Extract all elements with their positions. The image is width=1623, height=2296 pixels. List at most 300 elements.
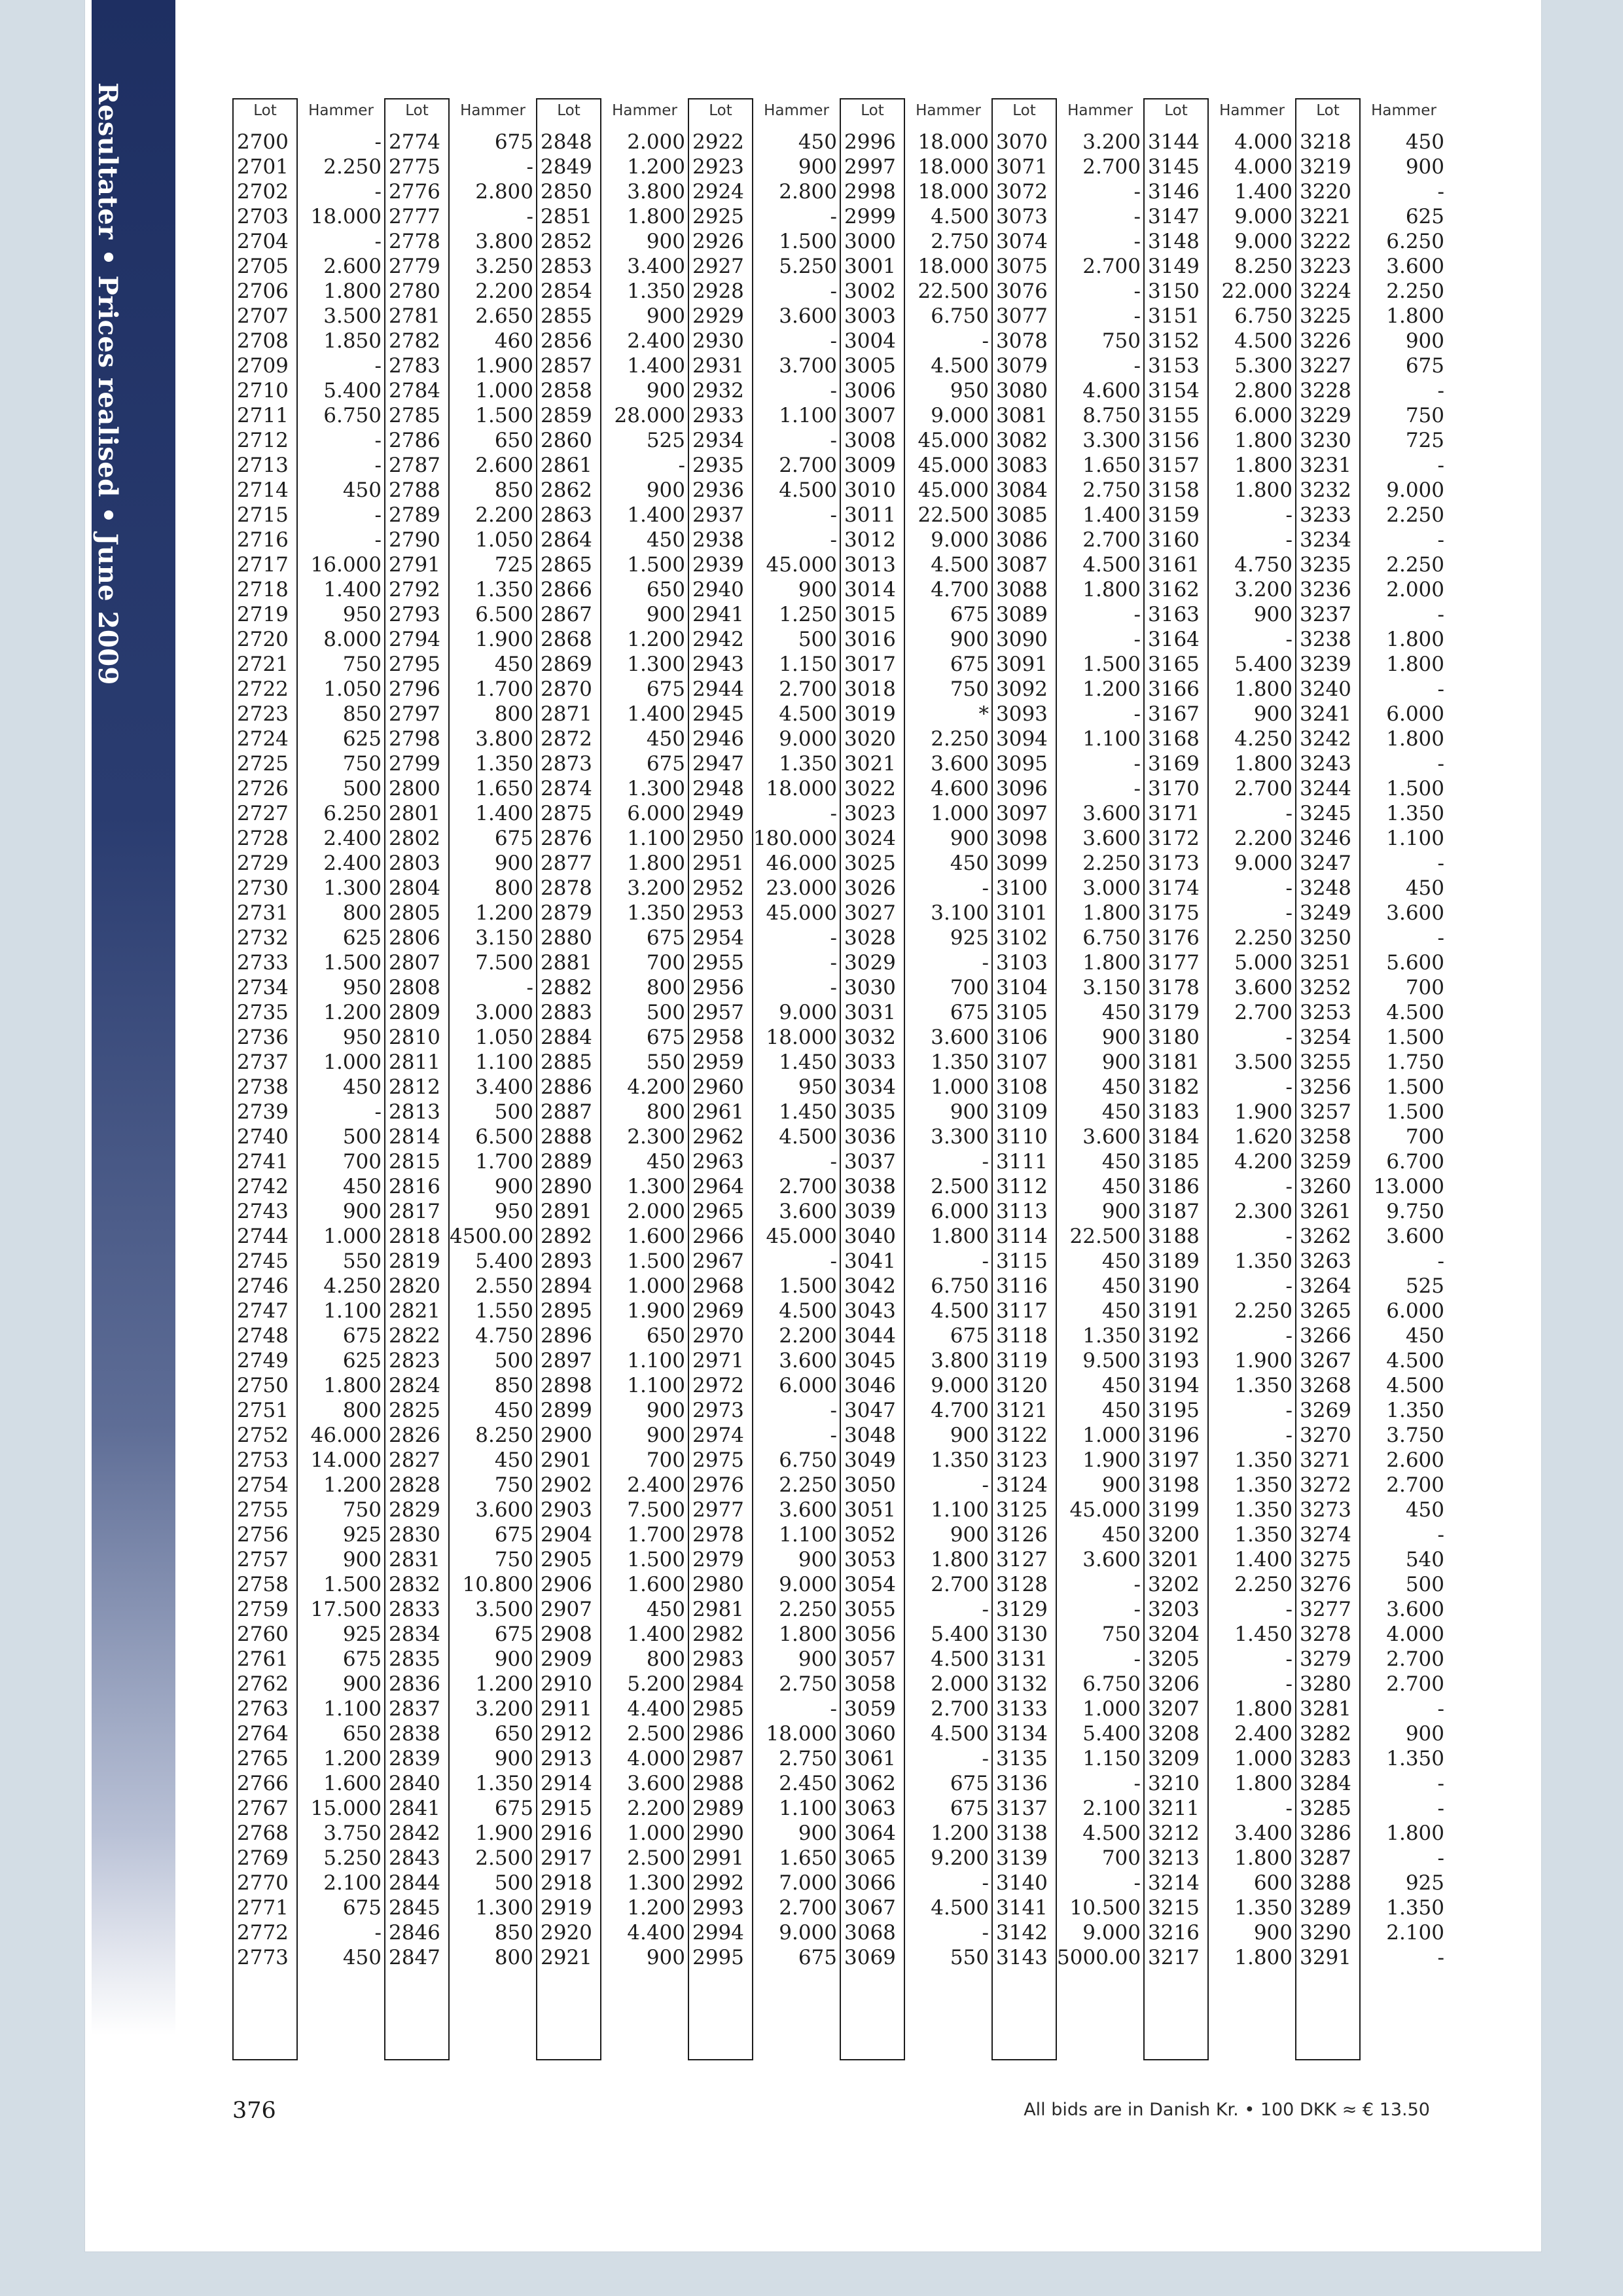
hammer-price: 1.500 [1386, 1026, 1444, 1049]
lot-number: 3143 [996, 1946, 1048, 1969]
lot-number: 3262 [1300, 1225, 1351, 1248]
hammer-price: 2.700 [931, 1573, 989, 1596]
hammer-price: 675 [494, 827, 533, 850]
lot-number: 2937 [692, 503, 744, 527]
hammer-price: 500 [494, 1100, 533, 1124]
hammer-price: 3.700 [779, 354, 837, 378]
lot-number: 3238 [1300, 628, 1351, 651]
lot-number: 3104 [996, 976, 1048, 999]
lot-number: 3144 [1148, 130, 1200, 154]
lot-number: 3137 [996, 1797, 1048, 1820]
lot-number: 3166 [1148, 677, 1200, 701]
lot-number: 2909 [541, 1647, 592, 1671]
hammer-price: 3.600 [779, 1349, 837, 1372]
hammer-price: 900 [646, 1946, 685, 1969]
lot-number: 2754 [237, 1473, 289, 1497]
hammer-header: Hammer [1067, 102, 1133, 119]
lot-number: 2951 [692, 852, 744, 875]
hammer-price: 1.350 [627, 279, 685, 303]
hammer-price: 675 [950, 603, 989, 626]
hammer-price: 3.400 [475, 1075, 533, 1099]
hammer-price: 2.700 [1234, 1001, 1293, 1024]
hammer-price: 9.000 [931, 1374, 989, 1397]
lot-number: 3276 [1300, 1573, 1351, 1596]
lot-number: 2907 [541, 1598, 592, 1621]
hammer-price: 1.200 [475, 1672, 533, 1696]
hammer-price: 2.250 [323, 155, 382, 179]
lot-number: 2715 [237, 503, 289, 527]
lot-number: 2870 [541, 677, 592, 701]
hammer-price: 3.600 [931, 1026, 989, 1049]
hammer-price: 1.900 [475, 628, 533, 651]
lot-number: 3266 [1300, 1324, 1351, 1348]
results-table [232, 98, 1444, 2060]
hammer-price: 5.400 [1082, 1722, 1141, 1746]
lot-number: 3047 [844, 1399, 896, 1422]
hammer-price: 2.500 [475, 1846, 533, 1870]
hammer-price: 2.100 [323, 1871, 382, 1895]
lot-number: 3091 [996, 653, 1048, 676]
hammer-price: 750 [342, 1498, 382, 1522]
lot-number: 2930 [692, 329, 744, 353]
lot-number: 3020 [844, 727, 896, 751]
lot-number: 2943 [692, 653, 744, 676]
hammer-price: - [1437, 677, 1444, 701]
hammer-price: 8.750 [1082, 404, 1141, 427]
hammer-price: 750 [950, 677, 989, 701]
lot-number: 2826 [389, 1424, 440, 1447]
lot-number: 3108 [996, 1075, 1048, 1099]
hammer-price: 1.500 [323, 1573, 382, 1596]
lot-number: 2819 [389, 1249, 440, 1273]
hammer-price: 675 [494, 130, 533, 154]
hammer-price: 2.750 [779, 1672, 837, 1696]
hammer-price: 3.800 [931, 1349, 989, 1372]
hammer-price: 650 [646, 578, 685, 601]
hammer-price: - [1133, 1573, 1141, 1596]
lot-number: 3001 [844, 255, 896, 278]
hammer-price: 500 [646, 1001, 685, 1024]
lot-number: 3097 [996, 802, 1048, 825]
lot-number: 3055 [844, 1598, 896, 1621]
lot-number: 2933 [692, 404, 744, 427]
lot-number: 2831 [389, 1548, 440, 1571]
hammer-price: - [1133, 628, 1141, 651]
lot-number: 2987 [692, 1747, 744, 1770]
hammer-price: 3.800 [627, 180, 685, 204]
lot-number: 2709 [237, 354, 289, 378]
lot-number: 2767 [237, 1797, 289, 1820]
lot-number: 3193 [1148, 1349, 1200, 1372]
lot-number: 3068 [844, 1921, 896, 1945]
hammer-price: 9.000 [931, 528, 989, 552]
lot-number: 3012 [844, 528, 896, 552]
hammer-price: 4.700 [931, 1399, 989, 1422]
lot-number: 2967 [692, 1249, 744, 1273]
hammer-price: 1.200 [1082, 677, 1141, 701]
lot-number: 2905 [541, 1548, 592, 1571]
lot-number: 2877 [541, 852, 592, 875]
hammer-price: 4.500 [1082, 1821, 1141, 1845]
lot-number: 2979 [692, 1548, 744, 1571]
lot-number: 3087 [996, 553, 1048, 577]
lot-number: 2802 [389, 827, 440, 850]
lot-number: 3140 [996, 1871, 1048, 1895]
hammer-price: 1.300 [627, 653, 685, 676]
lot-number: 2910 [541, 1672, 592, 1696]
hammer-price: 1.000 [1234, 1747, 1293, 1770]
hammer-price: 2.400 [627, 1473, 685, 1497]
hammer-price: 750 [342, 653, 382, 676]
lot-number: 3210 [1148, 1772, 1200, 1795]
lot-number: 3282 [1300, 1722, 1351, 1746]
lot-number: 3278 [1300, 1623, 1351, 1646]
hammer-price: 625 [342, 727, 382, 751]
hammer-price: 1.100 [931, 1498, 989, 1522]
lot-number: 3077 [996, 304, 1048, 328]
lot-number: 3090 [996, 628, 1048, 651]
lot-number: 3062 [844, 1772, 896, 1795]
lot-number: 3175 [1148, 901, 1200, 925]
hammer-price: - [982, 876, 989, 900]
hammer-price: 900 [798, 155, 837, 179]
hammer-price: 450 [798, 130, 837, 154]
hammer-price: - [1437, 1797, 1444, 1820]
hammer-price: 3.200 [475, 1697, 533, 1721]
lot-number: 3099 [996, 852, 1048, 875]
hammer-price: - [374, 230, 382, 253]
lot-number: 3036 [844, 1125, 896, 1149]
hammer-price: - [1285, 628, 1293, 651]
hammer-price: 900 [494, 1747, 533, 1770]
lot-number: 3261 [1300, 1200, 1351, 1223]
hammer-price: 525 [1405, 1274, 1444, 1298]
lot-header: Lot [557, 102, 580, 119]
lot-number: 3035 [844, 1100, 896, 1124]
lot-number: 2847 [389, 1946, 440, 1969]
lot-number: 3042 [844, 1274, 896, 1298]
hammer-price: 3.800 [475, 727, 533, 751]
hammer-price: 3.300 [931, 1125, 989, 1149]
hammer-price: 900 [798, 1647, 837, 1671]
hammer-price: 9.000 [779, 727, 837, 751]
lot-number: 3270 [1300, 1424, 1351, 1447]
hammer-price: 800 [494, 876, 533, 900]
lot-number: 2925 [692, 205, 744, 228]
hammer-price: 2.700 [1386, 1647, 1444, 1671]
lot-number: 2920 [541, 1921, 592, 1945]
hammer-price: 1.350 [1234, 1473, 1293, 1497]
lot-number: 3214 [1148, 1871, 1200, 1895]
lot-number: 3033 [844, 1050, 896, 1074]
hammer-price: 1.400 [1234, 180, 1293, 204]
lot-number: 2918 [541, 1871, 592, 1895]
hammer-price: 1.100 [1386, 827, 1444, 850]
hammer-price: 3.500 [475, 1598, 533, 1621]
lot-number: 3236 [1300, 578, 1351, 601]
lot-number: 2795 [389, 653, 440, 676]
lot-number: 3076 [996, 279, 1048, 303]
hammer-price: 5.400 [931, 1623, 989, 1646]
lot-number: 3049 [844, 1448, 896, 1472]
hammer-price: 1.500 [1082, 653, 1141, 676]
hammer-price: 17.500 [310, 1598, 382, 1621]
lot-number: 2927 [692, 255, 744, 278]
hammer-price: - [1285, 876, 1293, 900]
lot-number: 3004 [844, 329, 896, 353]
lot-number: 2869 [541, 653, 592, 676]
lot-number: 2996 [844, 130, 896, 154]
hammer-price: 1.800 [1234, 454, 1293, 477]
lot-number: 3136 [996, 1772, 1048, 1795]
lot-number: 3084 [996, 478, 1048, 502]
lot-number: 3228 [1300, 379, 1351, 403]
lot-header: Lot [1012, 102, 1036, 119]
hammer-price: 700 [646, 951, 685, 975]
hammer-price: 3.500 [323, 304, 382, 328]
lot-number: 2911 [541, 1697, 592, 1721]
hammer-price: 1.350 [627, 901, 685, 925]
hammer-price: 500 [1405, 1573, 1444, 1596]
lot-number: 3130 [996, 1623, 1048, 1646]
hammer-price: 1.350 [1386, 802, 1444, 825]
hammer-price: - [1437, 1523, 1444, 1547]
lot-number: 3250 [1300, 926, 1351, 950]
lot-number: 2793 [389, 603, 440, 626]
hammer-price: 1.800 [1234, 478, 1293, 502]
hammer-price: 450 [342, 478, 382, 502]
lot-number: 2846 [389, 1921, 440, 1945]
hammer-price: - [830, 329, 837, 353]
lot-number: 3040 [844, 1225, 896, 1248]
lot-number: 3131 [996, 1647, 1048, 1671]
lot-number: 2859 [541, 404, 592, 427]
lot-number: 2876 [541, 827, 592, 850]
hammer-price: 1.400 [627, 702, 685, 726]
hammer-price: 45.000 [766, 553, 837, 577]
hammer-price: 1.000 [627, 1821, 685, 1845]
lot-number: 2789 [389, 503, 440, 527]
lot-number: 3015 [844, 603, 896, 626]
hammer-price: 1.800 [1234, 1946, 1293, 1969]
hammer-price: 900 [1253, 702, 1293, 726]
hammer-price: 1.800 [1386, 727, 1444, 751]
lot-number: 2955 [692, 951, 744, 975]
hammer-header: Hammer [1219, 102, 1285, 119]
lot-number: 2940 [692, 578, 744, 601]
lot-number: 3065 [844, 1846, 896, 1870]
lot-number: 3010 [844, 478, 896, 502]
hammer-price: 650 [342, 1722, 382, 1746]
hammer-price: - [982, 1598, 989, 1621]
lot-number: 2850 [541, 180, 592, 204]
lot-number: 3044 [844, 1324, 896, 1348]
lot-number: 3178 [1148, 976, 1200, 999]
lot-number: 3121 [996, 1399, 1048, 1422]
lot-number: 2899 [541, 1399, 592, 1422]
hammer-price: 900 [798, 1821, 837, 1845]
hammer-price: 450 [646, 1598, 685, 1621]
hammer-price: 6.000 [1386, 702, 1444, 726]
lot-number: 2766 [237, 1772, 289, 1795]
lot-number: 3260 [1300, 1175, 1351, 1198]
hammer-price: 22.500 [918, 503, 989, 527]
hammer-price: 2.300 [1234, 1200, 1293, 1223]
lot-number: 3002 [844, 279, 896, 303]
lot-number: 2716 [237, 528, 289, 552]
hammer-price: 675 [494, 1523, 533, 1547]
hammer-price: 750 [494, 1473, 533, 1497]
lot-number: 3251 [1300, 951, 1351, 975]
lot-number: 3279 [1300, 1647, 1351, 1671]
hammer-price: 1.800 [1082, 578, 1141, 601]
lot-number: 3249 [1300, 901, 1351, 925]
hammer-price: - [1285, 1324, 1293, 1348]
lot-number: 2960 [692, 1075, 744, 1099]
lot-number: 2980 [692, 1573, 744, 1596]
hammer-price: 45.000 [918, 454, 989, 477]
hammer-price: 800 [342, 901, 382, 925]
lot-number: 2751 [237, 1399, 289, 1422]
hammer-price: - [374, 1100, 382, 1124]
hammer-price: 45.000 [1069, 1498, 1141, 1522]
hammer-price: 675 [950, 1324, 989, 1348]
lot-number: 2705 [237, 255, 289, 278]
hammer-price: 900 [1101, 1473, 1141, 1497]
lot-number: 3247 [1300, 852, 1351, 875]
hammer-price: 2.200 [627, 1797, 685, 1820]
hammer-price: 675 [798, 1946, 837, 1969]
lot-number: 3253 [1300, 1001, 1351, 1024]
lot-number: 3190 [1148, 1274, 1200, 1298]
lot-number: 3061 [844, 1747, 896, 1770]
hammer-price: 4.500 [779, 478, 837, 502]
lot-number: 2830 [389, 1523, 440, 1547]
lot-number: 3120 [996, 1374, 1048, 1397]
hammer-price: 900 [1253, 1921, 1293, 1945]
hammer-price: 2.200 [475, 279, 533, 303]
lot-number: 2844 [389, 1871, 440, 1895]
hammer-price: 18.000 [766, 777, 837, 800]
hammer-price: 750 [1101, 1623, 1141, 1646]
hammer-price: 6.700 [1386, 1150, 1444, 1174]
lot-number: 3197 [1148, 1448, 1200, 1472]
lot-header: Lot [253, 102, 277, 119]
lot-number: 3256 [1300, 1075, 1351, 1099]
hammer-price: 4.200 [627, 1075, 685, 1099]
lot-number: 3244 [1300, 777, 1351, 800]
lot-number: 3263 [1300, 1249, 1351, 1273]
hammer-price: 2.600 [1386, 1448, 1444, 1472]
lot-number: 3205 [1148, 1647, 1200, 1671]
lot-number: 2729 [237, 852, 289, 875]
lot-number: 2976 [692, 1473, 744, 1497]
hammer-price: 900 [646, 1424, 685, 1447]
hammer-price: 1.650 [1082, 454, 1141, 477]
lot-number: 2897 [541, 1349, 592, 1372]
hammer-price: 500 [798, 628, 837, 651]
lot-number: 2842 [389, 1821, 440, 1845]
lot-number: 3248 [1300, 876, 1351, 900]
lot-number: 3246 [1300, 827, 1351, 850]
lot-number: 3234 [1300, 528, 1351, 552]
lot-number: 3239 [1300, 653, 1351, 676]
hammer-price: 2.250 [1386, 503, 1444, 527]
lot-number: 2770 [237, 1871, 289, 1895]
lot-number: 2968 [692, 1274, 744, 1298]
lot-number: 2862 [541, 478, 592, 502]
lot-number: 3129 [996, 1598, 1048, 1621]
hammer-header: Hammer [764, 102, 829, 119]
lot-number: 2780 [389, 279, 440, 303]
hammer-price: 1.500 [475, 404, 533, 427]
hammer-price: 675 [494, 1797, 533, 1820]
hammer-price: 1.500 [1386, 1075, 1444, 1099]
hammer-price: - [830, 951, 837, 975]
lot-number: 3258 [1300, 1125, 1351, 1149]
hammer-price: 3.600 [779, 1498, 837, 1522]
hammer-price: 6.250 [1386, 230, 1444, 253]
hammer-price: 3.600 [779, 304, 837, 328]
lot-number: 2985 [692, 1697, 744, 1721]
hammer-price: 900 [494, 1175, 533, 1198]
lot-number: 3112 [996, 1175, 1048, 1198]
lot-number: 3101 [996, 901, 1048, 925]
hammer-price: 650 [494, 429, 533, 452]
lot-number: 2865 [541, 553, 592, 577]
hammer-price: - [830, 802, 837, 825]
lot-number: 3082 [996, 429, 1048, 452]
lot-number: 3079 [996, 354, 1048, 378]
lot-number: 2942 [692, 628, 744, 651]
hammer-price: 1.000 [1082, 1697, 1141, 1721]
hammer-price: 22.000 [1221, 279, 1293, 303]
lot-number: 2814 [389, 1125, 440, 1149]
lot-number: 3126 [996, 1523, 1048, 1547]
hammer-price: - [1437, 1697, 1444, 1721]
lot-number: 2932 [692, 379, 744, 403]
lot-number: 2724 [237, 727, 289, 751]
hammer-price: 2.500 [627, 1722, 685, 1746]
lot-number: 2992 [692, 1871, 744, 1895]
hammer-price: 1.000 [323, 1225, 382, 1248]
hammer-price: 450 [646, 528, 685, 552]
hammer-header: Hammer [308, 102, 374, 119]
lot-number: 3124 [996, 1473, 1048, 1497]
lot-number: 2797 [389, 702, 440, 726]
hammer-price: 16.000 [310, 553, 382, 577]
lot-number: 2825 [389, 1399, 440, 1422]
lot-number: 3059 [844, 1697, 896, 1721]
hammer-price: 18.000 [918, 180, 989, 204]
hammer-price: 500 [342, 1125, 382, 1149]
hammer-price: 3.400 [1234, 1821, 1293, 1845]
hammer-price: - [830, 1424, 837, 1447]
hammer-price: - [1285, 1175, 1293, 1198]
hammer-price: 900 [798, 1548, 837, 1571]
lot-number: 3171 [1148, 802, 1200, 825]
lot-number: 3039 [844, 1200, 896, 1223]
lot-number: 2848 [541, 130, 592, 154]
lot-number: 3277 [1300, 1598, 1351, 1621]
hammer-price: 1.800 [1082, 901, 1141, 925]
lot-number: 2748 [237, 1324, 289, 1348]
lot-number: 3223 [1300, 255, 1351, 278]
lot-number: 3071 [996, 155, 1048, 179]
hammer-price: 1.100 [627, 1374, 685, 1397]
lot-number: 2995 [692, 1946, 744, 1969]
lot-number: 3054 [844, 1573, 896, 1596]
